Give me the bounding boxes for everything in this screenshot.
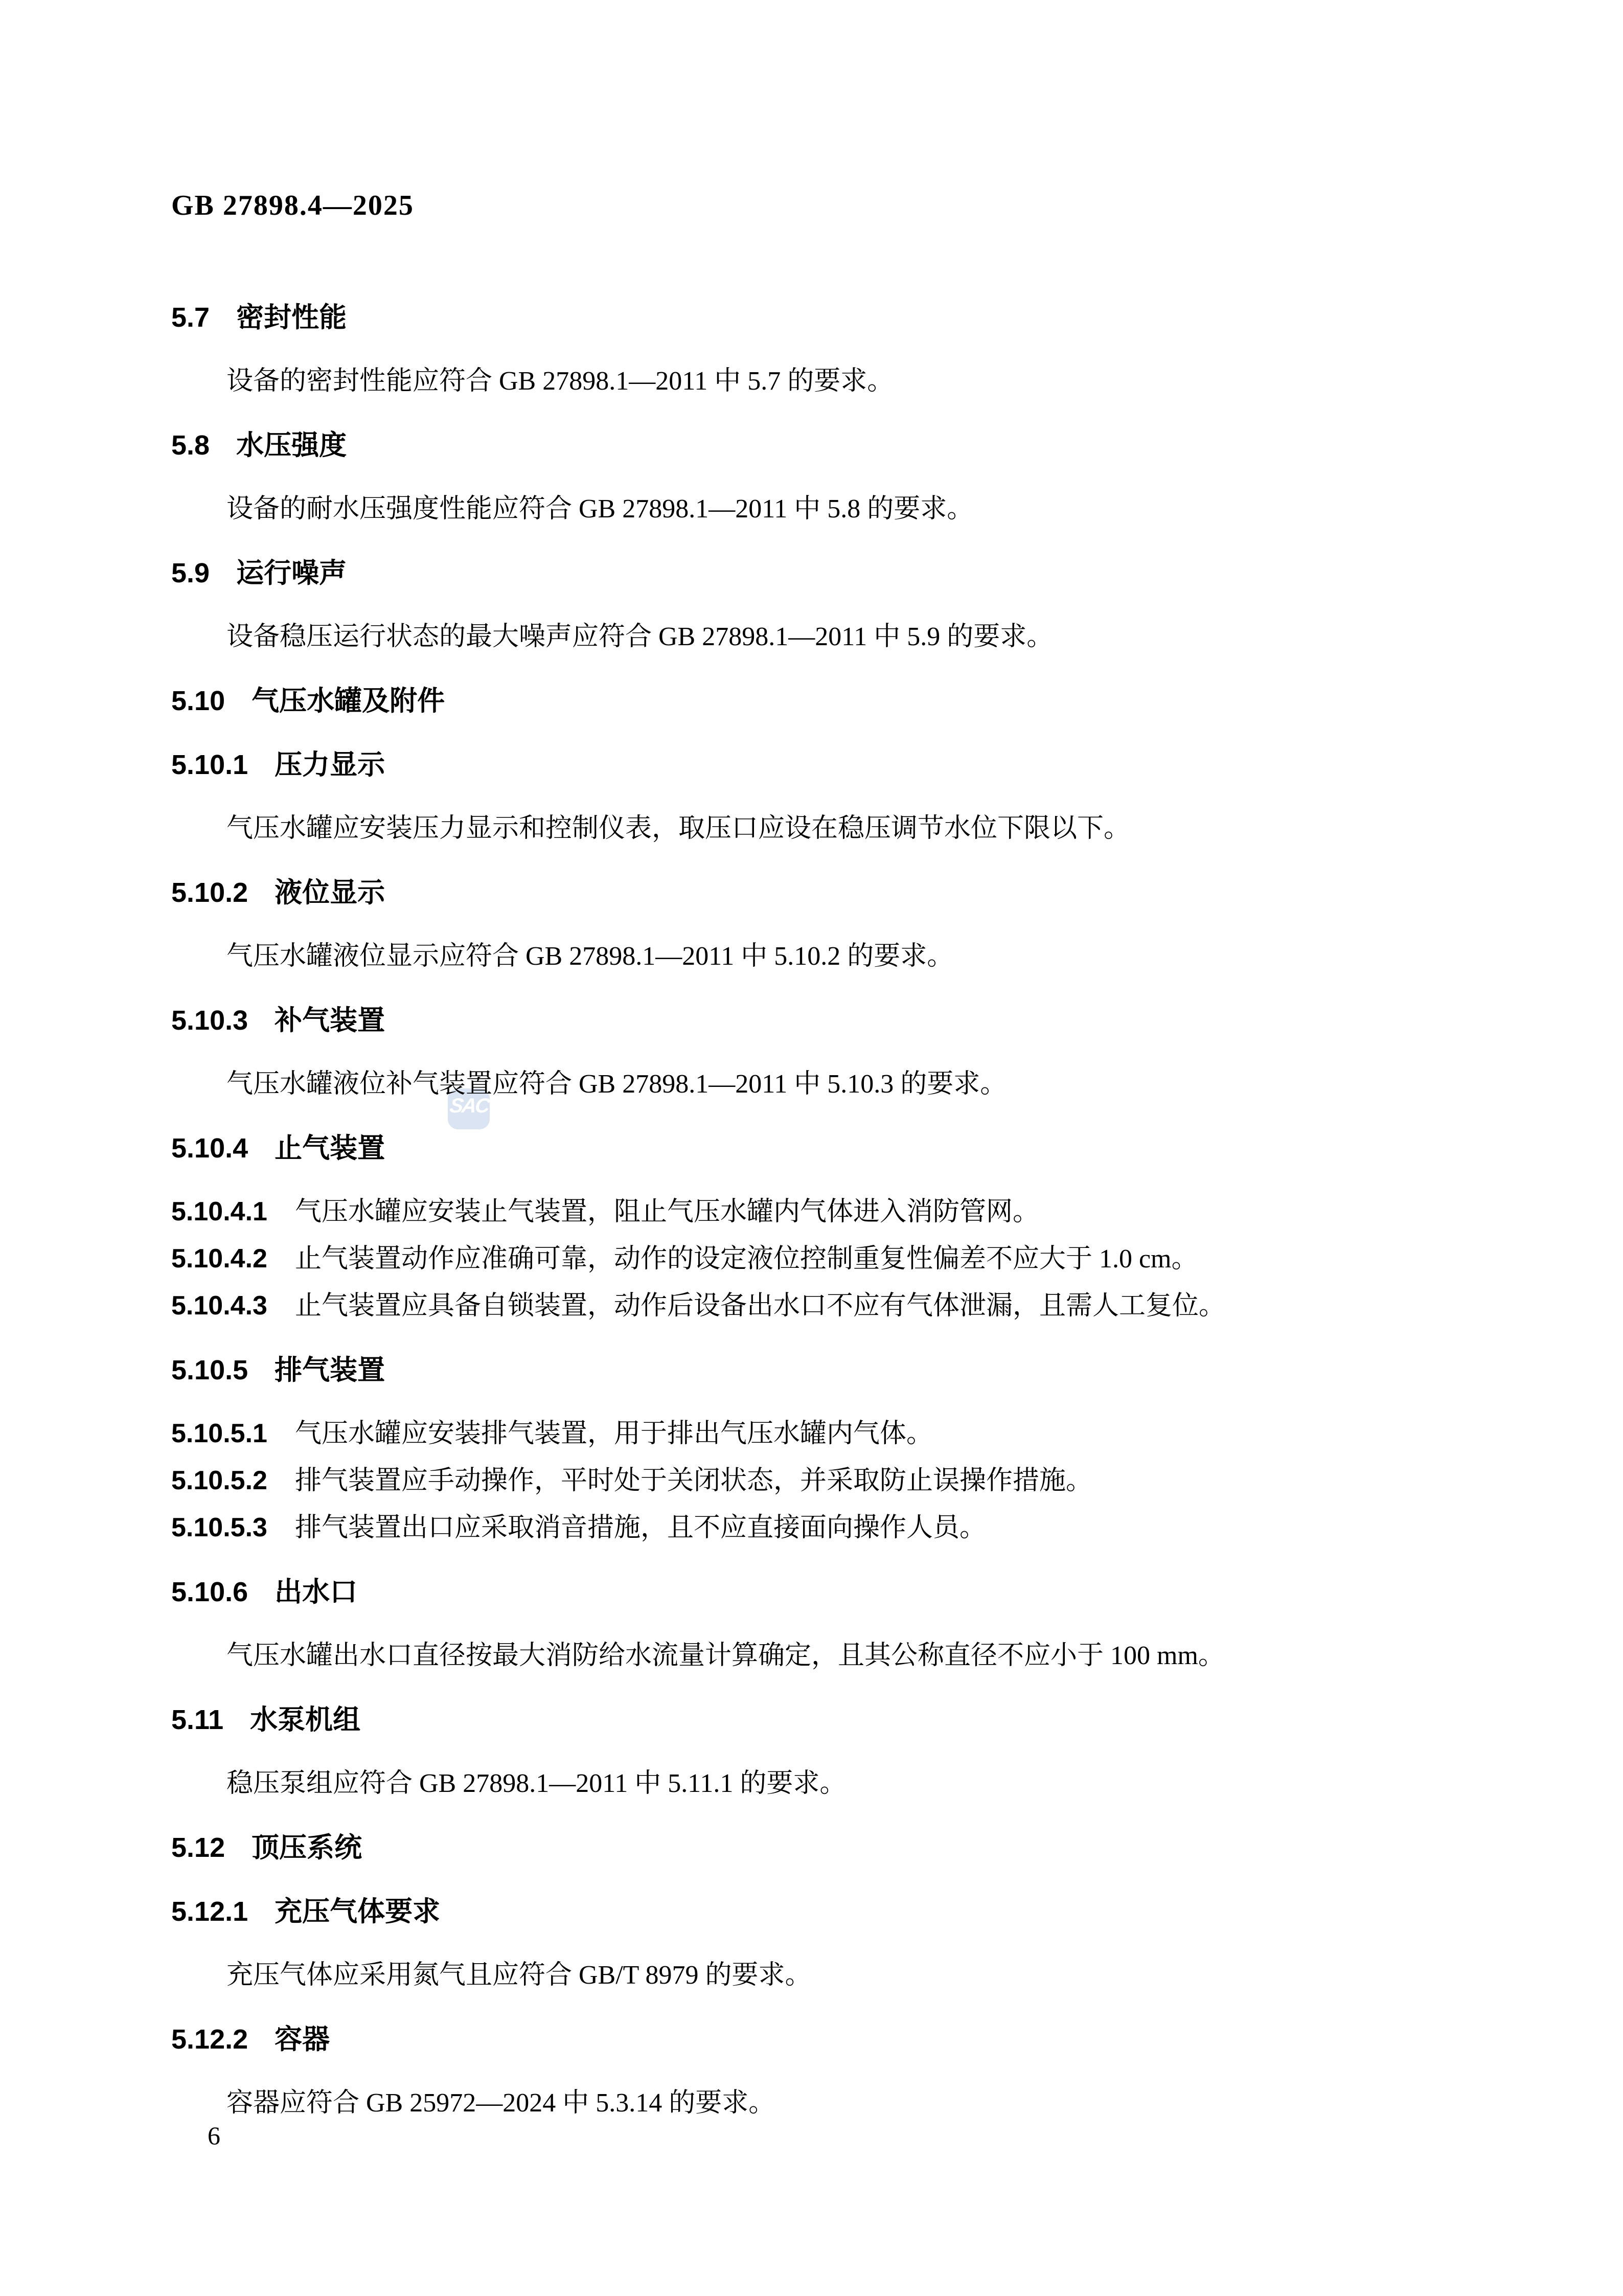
clause-title: 水泵机组: [250, 1704, 361, 1735]
clause-number: 5.10.5.3: [171, 1513, 267, 1542]
clause-title: 补气装置: [275, 1005, 385, 1036]
clause-number: 5.10.2: [171, 877, 248, 908]
clause-number: 5.10.1: [171, 749, 248, 780]
clause-5-12-2-text: 容器应符合 GB 25972—2024 中 5.3.14 的要求。: [226, 2088, 775, 2118]
clause-text: 止气装置动作应准确可靠，动作的设定液位控制重复性偏差不应大于 1.0 cm。: [294, 1244, 1198, 1274]
clause-number: 5.10.4.1: [171, 1197, 267, 1226]
clause-number: 5.12.1: [171, 1896, 248, 1927]
clause-5-12-1-text: 充压气体应采用氮气且应符合 GB/T 8979 的要求。: [226, 1961, 812, 1990]
clause-5-12-heading: [171, 1834, 362, 1861]
clause-5-10-6-text: 气压水罐出水口直径按最大消防给水流量计算确定，且其公称直径不应小于 100 mm。: [226, 1641, 1225, 1670]
clause-number: 5.10.5.2: [171, 1466, 267, 1495]
clause-5-10-4-1: [171, 1197, 1039, 1227]
sac-watermark-text: SAC: [448, 1094, 490, 1117]
clause-5-10-3-heading: [171, 1007, 385, 1034]
clause-title: 运行噪声: [236, 558, 347, 588]
clause-title: 充压气体要求: [275, 1896, 441, 1927]
clause-title: 排气装置: [275, 1355, 385, 1385]
clause-5-12-2-heading: [171, 2026, 330, 2053]
clause-number: 5.10.6: [171, 1577, 248, 1607]
clause-number: 5.10.3: [171, 1005, 248, 1036]
clause-number: 5.10.4.3: [171, 1291, 267, 1321]
clause-number: 5.10: [171, 686, 225, 716]
clause-5-12-1-heading: [171, 1898, 440, 1925]
clause-5-10-4-3: [171, 1291, 1225, 1322]
clause-5-10-1-heading: [171, 751, 385, 779]
clause-text: 气压水罐应安装止气装置，阻止气压水罐内气体进入消防管网。: [294, 1197, 1039, 1226]
clause-5-10-5-1: [171, 1419, 933, 1449]
clause-number: 5.10.5.1: [171, 1419, 267, 1448]
clause-title: 密封性能: [236, 302, 347, 333]
clause-5-10-heading: [171, 687, 445, 715]
clause-text: 止气装置应具备自锁装置，动作后设备出水口不应有气体泄漏，且需人工复位。: [294, 1291, 1225, 1321]
clause-5-11-text: 稳压泵组应符合 GB 27898.1—2011 中 5.11.1 的要求。: [226, 1769, 847, 1798]
clause-5-10-5-2: [171, 1466, 1092, 1496]
clause-5-10-4-heading: [171, 1134, 385, 1162]
clause-title: 水压强度: [236, 430, 347, 461]
clause-5-9-heading: [171, 559, 347, 587]
clause-5-10-1-text: 气压水罐应安装压力显示和控制仪表，取压口应设在稳压调节水位下限以下。: [226, 814, 1131, 843]
clause-title: 容器: [275, 2024, 330, 2055]
clause-title: 止气装置: [275, 1133, 385, 1164]
clause-5-8-text: 设备的耐水压强度性能应符合 GB 27898.1—2011 中 5.8 的要求。: [226, 494, 974, 524]
clause-title: 气压水罐及附件: [252, 686, 445, 716]
clause-number: 5.8: [171, 430, 210, 461]
clause-title: 液位显示: [275, 877, 385, 908]
clause-5-10-5-3: [171, 1513, 986, 1543]
clause-title: 压力显示: [275, 749, 385, 780]
clause-5-10-6-heading: [171, 1578, 357, 1606]
clause-5-10-2-heading: [171, 879, 385, 906]
clause-text: 气压水罐应安装排气装置，用于排出气压水罐内气体。: [294, 1419, 933, 1448]
clause-5-10-4-2: [171, 1244, 1198, 1275]
clause-number: 5.10.4.2: [171, 1244, 267, 1274]
clause-5-7-heading: [171, 304, 347, 331]
clause-number: 5.9: [171, 558, 210, 588]
clause-number: 5.11: [171, 1704, 224, 1735]
clause-number: 5.10.4: [171, 1133, 248, 1164]
clause-number: 5.12: [171, 1832, 225, 1863]
clause-5-10-2-text: 气压水罐液位显示应符合 GB 27898.1—2011 中 5.10.2 的要求。: [226, 942, 954, 971]
clause-5-11-heading: [171, 1706, 360, 1734]
clause-text: 排气装置应手动操作，平时处于关闭状态，并采取防止误操作措施。: [294, 1466, 1092, 1495]
clause-title: 顶压系统: [252, 1832, 362, 1863]
clause-number: 5.10.5: [171, 1355, 248, 1385]
clause-5-10-5-heading: [171, 1356, 385, 1384]
clause-5-7-text: 设备的密封性能应符合 GB 27898.1—2011 中 5.7 的要求。: [226, 367, 894, 396]
clause-number: 5.7: [171, 302, 210, 333]
page-number: 6: [208, 2121, 220, 2150]
clause-5-8-heading: [171, 431, 347, 459]
clause-title: 出水口: [275, 1577, 358, 1607]
clause-text: 排气装置出口应采取消音措施，且不应直接面向操作人员。: [294, 1513, 986, 1542]
clause-number: 5.12.2: [171, 2024, 248, 2055]
clause-5-10-3-text: 气压水罐液位补气装置应符合 GB 27898.1—2011 中 5.10.3 的要求。: [226, 1070, 1007, 1099]
clause-5-9-text: 设备稳压运行状态的最大噪声应符合 GB 27898.1—2011 中 5.9 的要求。: [226, 622, 1054, 651]
document-code-header: GB 27898.4—2025: [171, 190, 414, 221]
